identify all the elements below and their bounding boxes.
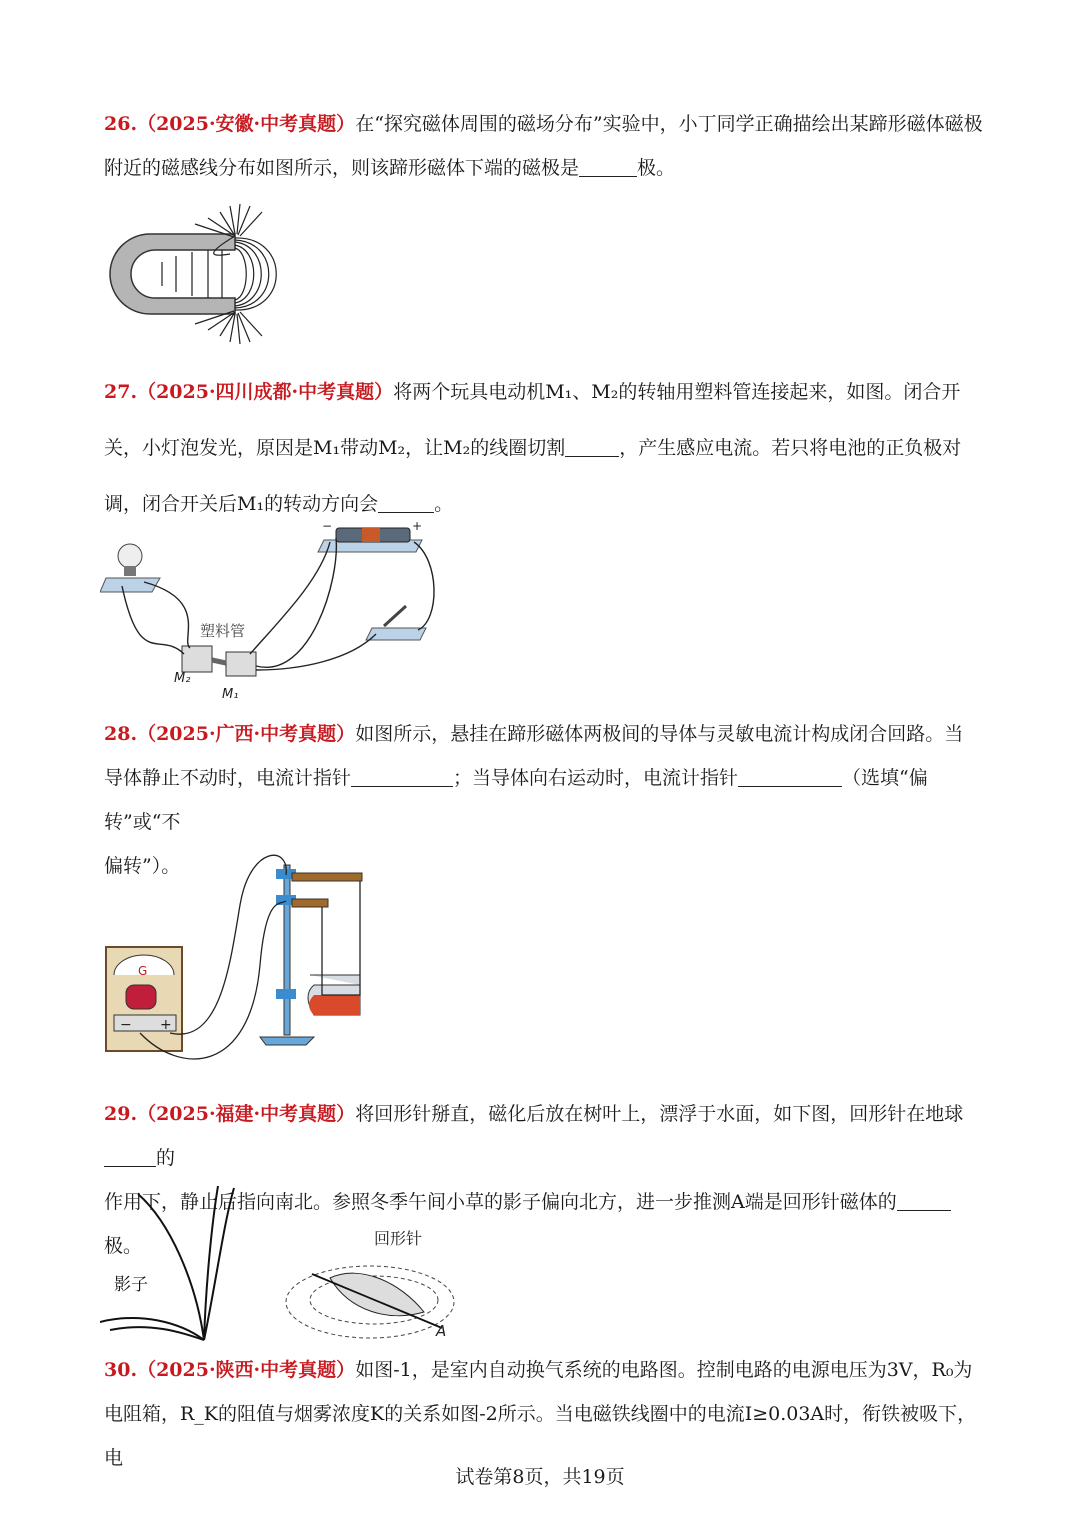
m2-label: M₂ — [174, 671, 191, 686]
question-26 — [104, 102, 984, 190]
question-text: 在“探究磁体周围的磁场分布”实验中，小丁同学正确描绘出某蹄形磁体磁极 — [355, 113, 983, 135]
page-footer: 试卷第8页，共19页 — [455, 1466, 625, 1488]
question-text: 极。 — [104, 1235, 143, 1257]
question-text: 电阻箱，R_K的阻值与烟雾浓度K的关系如图-2所示。当电磁铁线圈中的电流I≥0.03A时，衔铁被吸下，电 — [104, 1403, 977, 1469]
question-text: 作用下，静止后指向南北。参照冬季午间小草的影子偏向北方，进一步推测A端是回形针磁体的 — [104, 1191, 897, 1213]
switch-icon — [384, 606, 406, 626]
question-text: 将两个玩具电动机M₁、M₂的转轴用塑料管连接起来，如图。闭合开 — [393, 381, 961, 403]
question-text: 关，小灯泡发光，原因是M₁带动M₂，让M₂的线圈切割 — [104, 437, 566, 459]
horseshoe-magnet-field-figure — [100, 190, 300, 350]
grass-icon — [100, 1186, 234, 1340]
galvanometer-g: G — [138, 964, 148, 978]
shadow-label: 影子 — [114, 1275, 148, 1295]
question-text: 如图-1，是室内自动换气系统的电路图。控制电路的电源电压为3V，R₀为 — [355, 1359, 973, 1381]
question-source-tag: （2025·陕西·中考真题） — [137, 1359, 356, 1381]
question-text: 导体静止不动时，电流计指针 — [104, 767, 352, 789]
question-text: 附近的磁感线分布如图所示，则该蹄形磁体下端的磁极是 — [104, 157, 580, 179]
question-source-tag: （2025·广西·中考真题） — [137, 723, 356, 745]
plastic-tube-label: 塑料管 — [200, 622, 246, 640]
stand-base — [260, 1037, 314, 1045]
stand-rod — [284, 865, 290, 1035]
galvanometer-magnet — [126, 985, 156, 1009]
question-number: 27. — [104, 381, 138, 403]
m1-label: M₁ — [222, 687, 239, 702]
galvanometer-circuit-figure — [100, 845, 380, 1060]
plastic-tube — [212, 660, 226, 663]
question-text: 如图所示，悬挂在蹄形磁体两极间的导体与灵敏电流计构成闭合回路。当 — [355, 723, 964, 745]
question-source-tag: （2025·福建·中考真题） — [137, 1103, 356, 1125]
motor-m2 — [182, 646, 212, 672]
answer-blank[interactable] — [579, 154, 637, 177]
galvanometer-plus: + — [160, 1017, 172, 1033]
question-30 — [104, 1348, 984, 1480]
grass-and-leaf-figure — [100, 1182, 480, 1344]
answer-blank[interactable] — [897, 1188, 951, 1211]
question-number: 28. — [104, 723, 138, 745]
answer-blank[interactable] — [104, 1144, 156, 1167]
question-number: 30. — [104, 1359, 138, 1381]
question-number: 29. — [104, 1103, 138, 1125]
answer-blank[interactable] — [565, 434, 619, 457]
motor-m1 — [226, 652, 256, 676]
battery-plus: + — [412, 520, 423, 533]
answer-blank[interactable] — [351, 764, 453, 787]
leaf-icon — [330, 1273, 424, 1316]
question-text: ，产生感应电流。若只将电池的正负极对 — [619, 437, 962, 459]
question-text: （选填“偏转”或“不 — [104, 767, 928, 833]
motor-circuit-figure — [100, 520, 440, 710]
question-27 — [104, 364, 984, 532]
answer-blank[interactable] — [378, 490, 434, 513]
galvanometer-minus: − — [120, 1017, 132, 1033]
question-text: 极。 — [637, 157, 676, 179]
question-text: ；当导体向右运动时，电流计指针 — [453, 767, 739, 789]
end-a-label: A — [436, 1322, 447, 1340]
paperclip-label: 回形针 — [374, 1229, 423, 1248]
horseshoe-magnet — [110, 234, 235, 314]
question-text: 偏转”）。 — [104, 855, 181, 877]
field-lines — [162, 204, 276, 344]
light-bulb-icon — [118, 544, 142, 568]
clamp-arm — [292, 873, 362, 881]
battery-minus: − — [322, 520, 333, 533]
question-number: 26. — [104, 113, 138, 135]
wires — [122, 538, 434, 670]
switch-base — [366, 628, 426, 640]
question-text: 调，闭合开关后M₁的转动方向会 — [104, 493, 379, 515]
bulb-base — [100, 578, 160, 592]
answer-blank[interactable] — [738, 764, 842, 787]
question-source-tag: （2025·安徽·中考真题） — [137, 113, 356, 135]
question-text: 的 — [156, 1147, 176, 1169]
question-source-tag: （2025·四川成都·中考真题） — [137, 381, 394, 403]
question-text: 将回形针掰直，磁化后放在树叶上，漂浮于水面，如下图，回形针在地球 — [355, 1103, 964, 1125]
question-text: 。 — [434, 493, 454, 515]
